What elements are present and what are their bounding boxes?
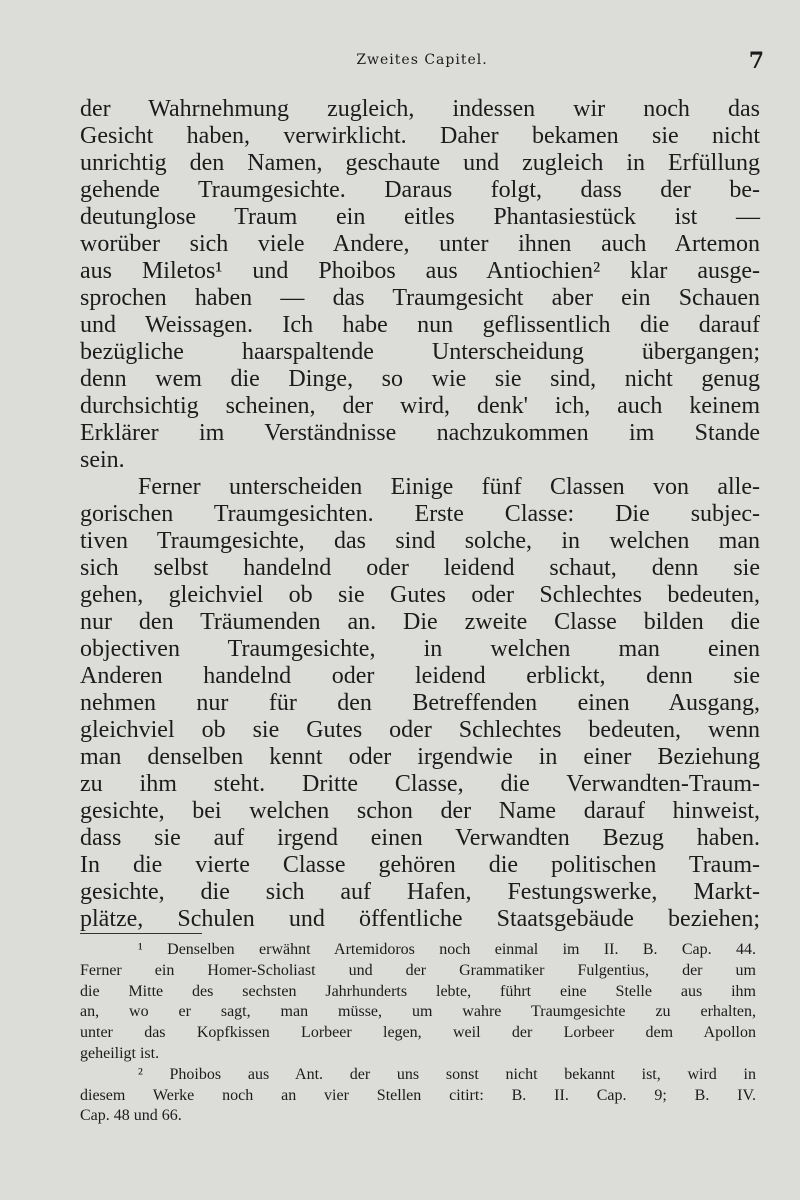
- text-line: dass sie auf irgend einen Verwandten Bezug haben.: [80, 825, 760, 851]
- footnotes: [80, 940, 756, 1127]
- text-line: Gesicht haben, verwirklicht. Daher bekamen sie nicht: [80, 123, 760, 149]
- text-line: denn wem die Dinge, so wie sie sind, nicht genug: [80, 366, 760, 392]
- footnote-line: ² Phoibos aus Ant. der uns sonst nicht bekannt ist, wird in: [138, 1065, 756, 1083]
- text-line: Erklärer im Verständnisse nachzukommen im Stande: [80, 420, 760, 446]
- text-line: In die vierte Classe gehören die politischen Traum-: [80, 852, 760, 878]
- text-line: gesichte, bei welchen schon der Name darauf hinweist,: [80, 798, 760, 824]
- text-line: sein.: [80, 447, 125, 473]
- footnote-line: unter das Kopfkissen Lorbeer legen, weil der Lorbeer dem Apollon: [80, 1024, 756, 1042]
- text-line: nur den Träumenden an. Die zweite Classe bilden die: [80, 609, 760, 635]
- text-line: objectiven Traumgesichte, in welchen man einen: [80, 636, 760, 662]
- running-title: Zweites Capitel.: [356, 52, 488, 68]
- text-line: der Wahrnehmung zugleich, indessen wir noch das: [80, 96, 760, 122]
- text-line: zu ihm steht. Dritte Classe, die Verwandten-Traum-: [80, 771, 760, 797]
- page-number: 7: [748, 48, 764, 74]
- text-line: Ferner unterscheiden Einige fünf Classen von alle-: [138, 474, 760, 500]
- text-line: deutunglose Traum ein eitles Phantasiestück ist —: [80, 204, 760, 230]
- footnote-line: Cap. 48 und 66.: [80, 1107, 182, 1125]
- footnote-line: diesem Werke noch an vier Stellen citirt: B. II. Cap. 9; B. IV.: [80, 1086, 756, 1104]
- footnote-line: geheiligt ist.: [80, 1044, 160, 1062]
- text-line: gleichviel ob sie Gutes oder Schlechtes bedeuten, wenn: [80, 717, 760, 743]
- main-text: [80, 96, 760, 933]
- text-line: aus Miletos¹ und Phoibos aus Antiochien² klar ausge-: [80, 258, 760, 284]
- text-line: gehen, gleichviel ob sie Gutes oder Schlechtes bedeuten,: [80, 582, 760, 608]
- text-line: gehende Traumgesichte. Daraus folgt, dass der be-: [80, 177, 760, 203]
- text-line: gesichte, die sich auf Hafen, Festungswerke, Markt-: [80, 879, 760, 905]
- text-line: nehmen nur für den Betreffenden einen Ausgang,: [80, 690, 760, 716]
- text-line: durchsichtig scheinen, der wird, denk' ich, auch keinem: [80, 393, 760, 419]
- text-line: tiven Traumgesichte, das sind solche, in welchen man: [80, 528, 760, 554]
- text-line: unrichtig den Namen, geschaute und zugleich in Erfüllung: [80, 150, 760, 176]
- text-line: gorischen Traumgesichten. Erste Classe: Die subjec-: [80, 501, 760, 527]
- footnote-line: die Mitte des sechsten Jahrhunderts lebte, führt eine Stelle aus ihm: [80, 982, 756, 1000]
- text-line: worüber sich viele Andere, unter ihnen auch Artemon: [80, 231, 760, 257]
- text-line: plätze, Schulen und öffentliche Staatsgebäude beziehen;: [80, 906, 760, 932]
- running-head: [80, 48, 764, 78]
- footnote-rule: [80, 933, 202, 934]
- text-line: man denselben kennt oder irgendwie in einer Beziehung: [80, 744, 760, 770]
- text-line: und Weissagen. Ich habe nun geflissentlich die darauf: [80, 312, 760, 338]
- footnote-line: ¹ Denselben erwähnt Artemidoros noch einmal im II. B. Cap. 44.: [138, 941, 756, 958]
- text-line: Anderen handelnd oder leidend erblickt, denn sie: [80, 663, 760, 689]
- text-line: sprochen haben — das Traumgesicht aber ein Schauen: [80, 285, 760, 311]
- text-line: bezügliche haarspaltende Unterscheidung übergangen;: [80, 339, 760, 365]
- footnote-line: Ferner ein Homer-Scholiast und der Grammatiker Fulgentius, der um: [80, 961, 756, 979]
- text-line: sich selbst handelnd oder leidend schaut, denn sie: [80, 555, 760, 581]
- footnote-line: an, wo er sagt, man müsse, um wahre Traumgesichte zu erhalten,: [80, 1003, 756, 1021]
